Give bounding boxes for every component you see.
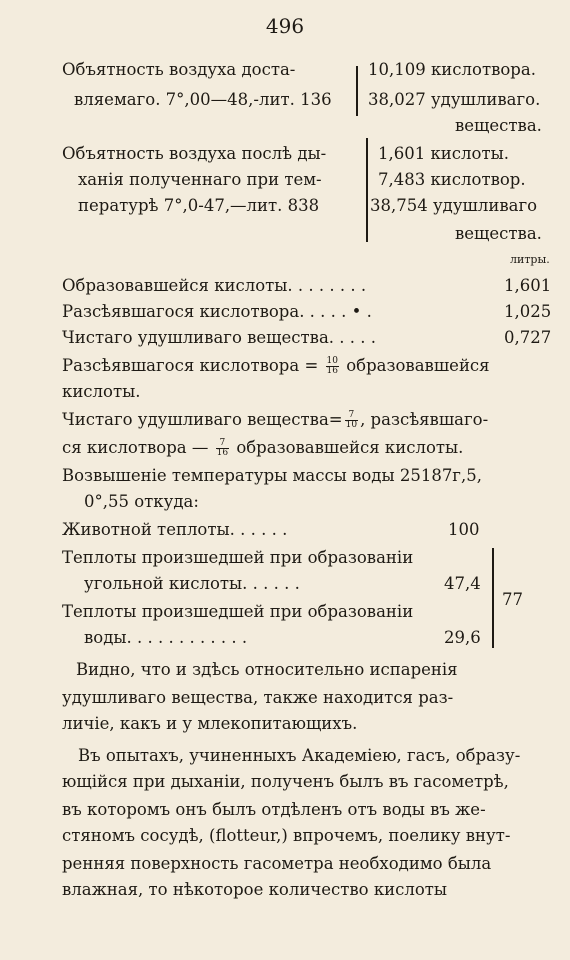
heat-carbonic-value: 47,4 [444, 574, 481, 593]
ratio2-text-c: ся кислотвора — [62, 438, 209, 457]
row-value-1: 1,601 [504, 276, 552, 295]
row-value-3: 0,727 [504, 328, 552, 347]
heat-water-line-2: воды. . . . . . . . . . . . [84, 628, 248, 647]
ratio1-numerator: 10 [326, 356, 338, 366]
ratio2-text-b: , разсѣявшаго- [360, 410, 489, 429]
ratio1-denominator: 16 [326, 366, 338, 376]
block1-right-line-1: 10,109 кислотвора. [368, 60, 536, 79]
block2-left-line-2: ханія полученнаго при тем- [78, 170, 322, 189]
ratio2-denominator-1: 10 [345, 420, 358, 430]
paragraph1-line-2: удушливаго вещества, также находится раз- [62, 688, 454, 707]
heat-animal-label: Животной теплоты. . . . . . [62, 520, 288, 539]
ratio2-numerator-1: 7 [345, 411, 358, 421]
ratio2-numerator-2: 7 [216, 439, 229, 449]
ratio2-text-a: Чистаго удушливаго вещества= [62, 410, 343, 429]
block2-right-line-3: 38,754 удушливаго [370, 196, 538, 215]
ratio2-fraction-2 [216, 439, 229, 458]
paragraph2-line-6: влажная, то нѣкоторое количество кислоты [62, 880, 448, 899]
page-number: 496 [265, 14, 305, 38]
block1-brace [356, 66, 368, 116]
paragraph2-line-1: Въ опытахъ, учиненныхъ Академіею, гасъ, образу- [78, 746, 521, 765]
temp-line-1: Возвышеніе температуры массы воды 25187г,5, [62, 466, 482, 485]
ratio1-text-b: образовавшейся [346, 356, 490, 375]
block2-right-line-1: 1,601 кислоты. [378, 144, 509, 163]
block2-left-line-3: пературѣ 7°,0-47,—лит. 838 [78, 196, 320, 215]
ratio1-line [62, 356, 490, 376]
paragraph1-line-1: Видно, что и здѣсь относительно испаренія [76, 660, 458, 679]
heat-carbonic-line-1: Теплоты произшедшей при образованіи [62, 548, 414, 567]
paragraph2-line-2: ющійся при дыханіи, полученъ былъ въ гасометрѣ, [62, 772, 509, 791]
block1-left-line-1: Объятность воздуха доста- [62, 60, 296, 79]
row-label-3: Чистаго удушливаго вещества. . . . . [62, 328, 376, 347]
row-label-2: Разсѣявшагося кислотвора. . . . . • . [62, 302, 372, 321]
heat-water-line-1: Теплоты произшедшей при образованіи [62, 602, 414, 621]
block2-left-line-1: Объятность воздуха послѣ ды- [62, 144, 327, 163]
paragraph2-line-4: стяномъ сосудѣ, (flotteur,) впрочемъ, поелику внут- [62, 826, 511, 845]
unit-label: литры. [510, 253, 550, 266]
heat-animal-value: 100 [448, 520, 480, 539]
heat-sum-brace [482, 548, 494, 648]
row-label-1: Образовавшейся кислоты. . . . . . . . [62, 276, 367, 295]
ratio2-line-2 [62, 438, 463, 458]
heat-sum-value: 77 [502, 590, 523, 609]
block1-left-line-2: вляемаго. 7°,00—48,-лит. 136 [74, 90, 332, 109]
ratio2-text-d: образовавшейся кислоты. [236, 438, 464, 457]
heat-carbonic-line-2: угольной кислоты. . . . . . [84, 574, 300, 593]
block1-right-line-2: 38,027 удушливаго. [368, 90, 541, 109]
paragraph1-line-3: личіе, какъ и у млекопитающихъ. [62, 714, 358, 733]
heat-water-value: 29,6 [444, 628, 481, 647]
block2-right-line-4: вещества. [455, 224, 542, 243]
ratio1-line-2: кислоты. [62, 382, 141, 401]
row-value-2: 1,025 [504, 302, 552, 321]
temp-line-2: 0°,55 откуда: [84, 492, 199, 511]
block1-right-line-3: вещества. [455, 116, 542, 135]
block2-brace [366, 138, 378, 242]
ratio2-fraction-1 [345, 411, 358, 430]
ratio2-denominator-2: 16 [216, 448, 229, 458]
paragraph2-line-3: въ которомъ онъ былъ отдѣленъ отъ воды въ же- [62, 800, 486, 819]
ratio1-fraction [326, 357, 339, 376]
ratio1-text-a: Разсѣявшагося кислотвора = [62, 356, 319, 375]
ratio2-line-1 [62, 410, 488, 430]
block2-right-line-2: 7,483 кислотвор. [378, 170, 526, 189]
paragraph2-line-5: ренняя поверхность гасометра необходимо была [62, 854, 492, 873]
